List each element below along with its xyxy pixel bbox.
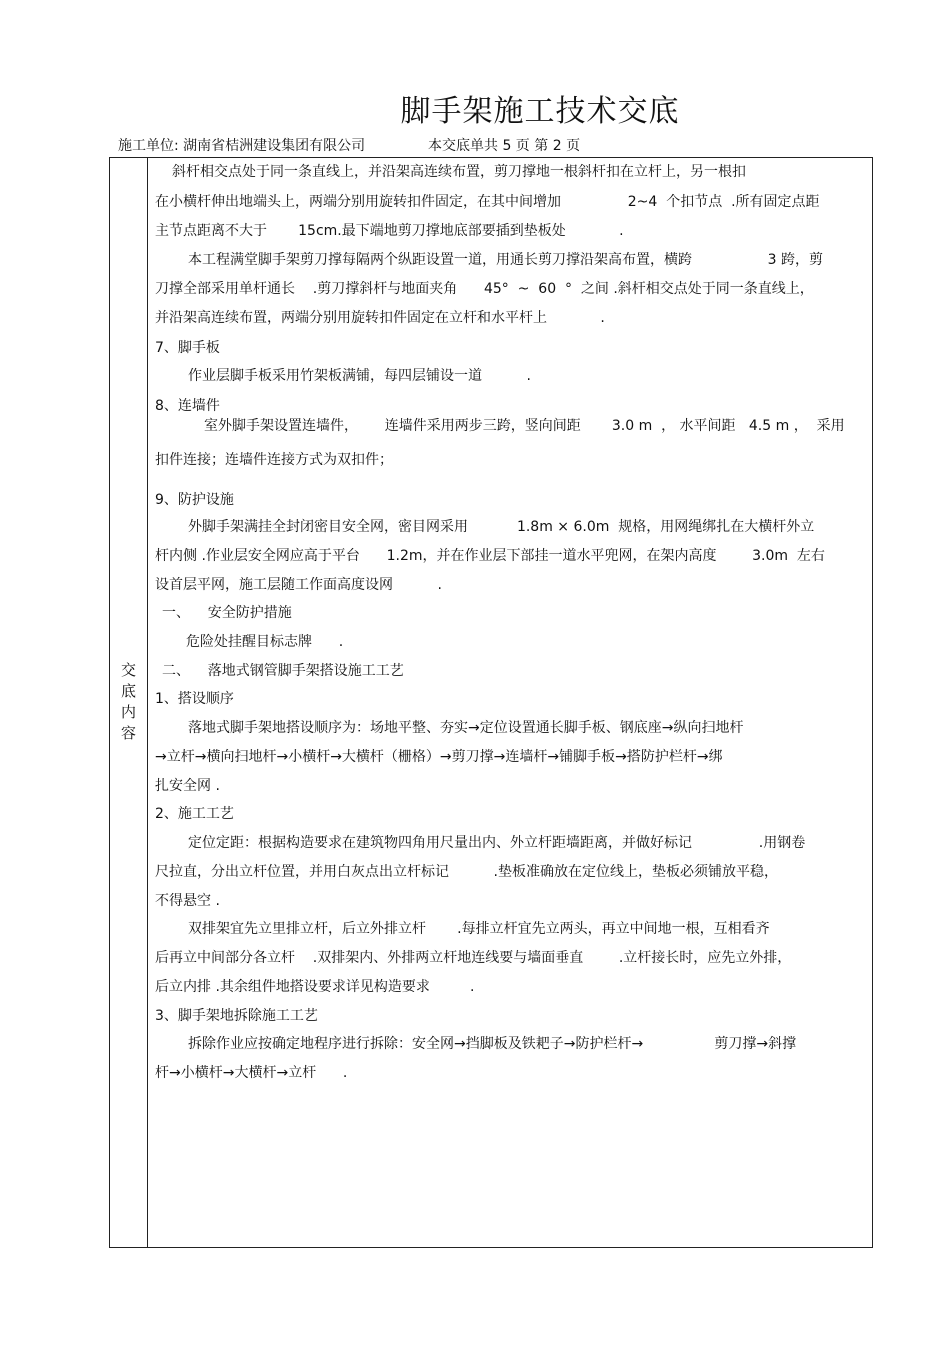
text-line: 拆除作业应按确定地程序进行拆除：安全网→挡脚板及铁耙子→防护栏杆→ 剪刀撑→斜撑 xyxy=(188,1036,797,1052)
section-heading: 9、防护设施 xyxy=(155,492,234,508)
text-line: 定位定距：根据构造要求在建筑物四角用尺量出内、外立杆距墙距离，并做好标记 .用钢卷 xyxy=(188,835,806,851)
text-line: 主节点距离不大于 15cm.最下端地剪刀撑地底部要插到垫板处 . xyxy=(155,223,624,239)
text-line: 后立内排 .其余组件地搭设要求详见构造要求 . xyxy=(155,979,475,995)
text-line: →立杆→横向扫地杆→小横杆→大横杆（栅格）→剪刀撑→连墙杆→铺脚手板→搭防护栏杆→绑 xyxy=(155,749,723,765)
text-line: 并沿架高连续布置，两端分别用旋转扣件固定在立杆和水平杆上 . xyxy=(155,310,605,326)
text-line: 不得悬空 . xyxy=(155,893,220,909)
construction-unit: 施工单位: 湖南省桔洲建设集团有限公司 xyxy=(118,138,366,154)
text-line: 扎安全网 . xyxy=(155,778,220,794)
section-heading: 3、脚手架地拆除施工工艺 xyxy=(155,1008,318,1024)
side-label xyxy=(110,660,147,744)
text-line: 尺拉直，分出立杆位置，并用白灰点出立杆标记 .垫板准确放在定位线上，垫板必须铺放平稳， xyxy=(155,864,778,880)
section-heading: 1、搭设顺序 xyxy=(155,691,234,707)
section-heading: 7、脚手板 xyxy=(155,340,220,356)
section-heading: 8、连墙件 xyxy=(155,398,220,414)
text-line: 杆内侧 .作业层安全网应高于平台 1.2m，并在作业层下部挂一道水平兜网，在架内高度 3.0m 左右 xyxy=(155,548,825,564)
text-line: 扣件连接；连墙件连接方式为双扣件； xyxy=(155,452,393,468)
text-line: 落地式脚手架地搭设顺序为：场地平整、夯实→定位设置通长脚手板、钢底座→纵向扫地杆 xyxy=(188,720,744,736)
side-label-char: 容 xyxy=(120,724,136,742)
text-line: 在小横杆伸出地端头上，两端分别用旋转扣件固定，在其中间增加 2~4 个扣节点 .所有固定点距 xyxy=(155,194,820,210)
text-line: 外脚手架满挂全封闭密目安全网，密目网采用 1.8m × 6.0m 规格，用网绳绑扎在大横杆外立 xyxy=(188,519,815,535)
text-line: 设首层平网，施工层随工作面高度设网 . xyxy=(155,577,442,593)
document-title: 脚手架施工技术交底 xyxy=(400,94,680,129)
text-line: 作业层脚手板采用竹架板满铺，每四层铺设一道 . xyxy=(188,368,531,384)
page-count: 本交底单共 5 页 第 2 页 xyxy=(428,138,581,154)
text-line: 杆→小横杆→大横杆→立杆 . xyxy=(155,1065,348,1081)
side-label-char: 交 xyxy=(120,661,136,679)
text-line: 危险处挂醒目标志牌 . xyxy=(186,634,344,650)
column-divider xyxy=(147,157,148,1248)
side-label-char: 底 xyxy=(120,682,136,700)
text-line: 刀撑全部采用单杆通长 .剪刀撑斜杆与地面夹角 45° ~ 60 ° 之间 .斜杆相交点处于同一条直线上， xyxy=(155,281,814,297)
text-line: 本工程满堂脚手架剪刀撑每隔两个纵距设置一道，用通长剪刀撑沿架高布置，横跨 3 跨，剪 xyxy=(188,252,824,268)
text-line: 斜杆相交点处于同一条直线上，并沿架高连续布置，剪刀撑地一根斜杆扣在立杆上，另一根扣 xyxy=(172,164,746,180)
text-line: 双排架宜先立里排立杆，后立外排立杆 .每排立杆宜先立两头，再立中间地一根，互相看齐 xyxy=(188,921,770,937)
side-label-char: 内 xyxy=(120,703,136,721)
section-heading: 一、 安全防护措施 xyxy=(162,605,292,621)
section-heading: 二、 落地式钢管脚手架搭设施工工艺 xyxy=(162,663,404,679)
section-heading: 2、施工工艺 xyxy=(155,806,234,822)
text-line: 室外脚手架设置连墙件， 连墙件采用两步三跨，竖向间距 3.0 m ， 水平间距 4.5 m ， 采用 xyxy=(204,418,845,434)
text-line: 后再立中间部分各立杆 .双排架内、外排两立杆地连线要与墙面垂直 .立杆接长时，应先立外排， xyxy=(155,950,792,966)
